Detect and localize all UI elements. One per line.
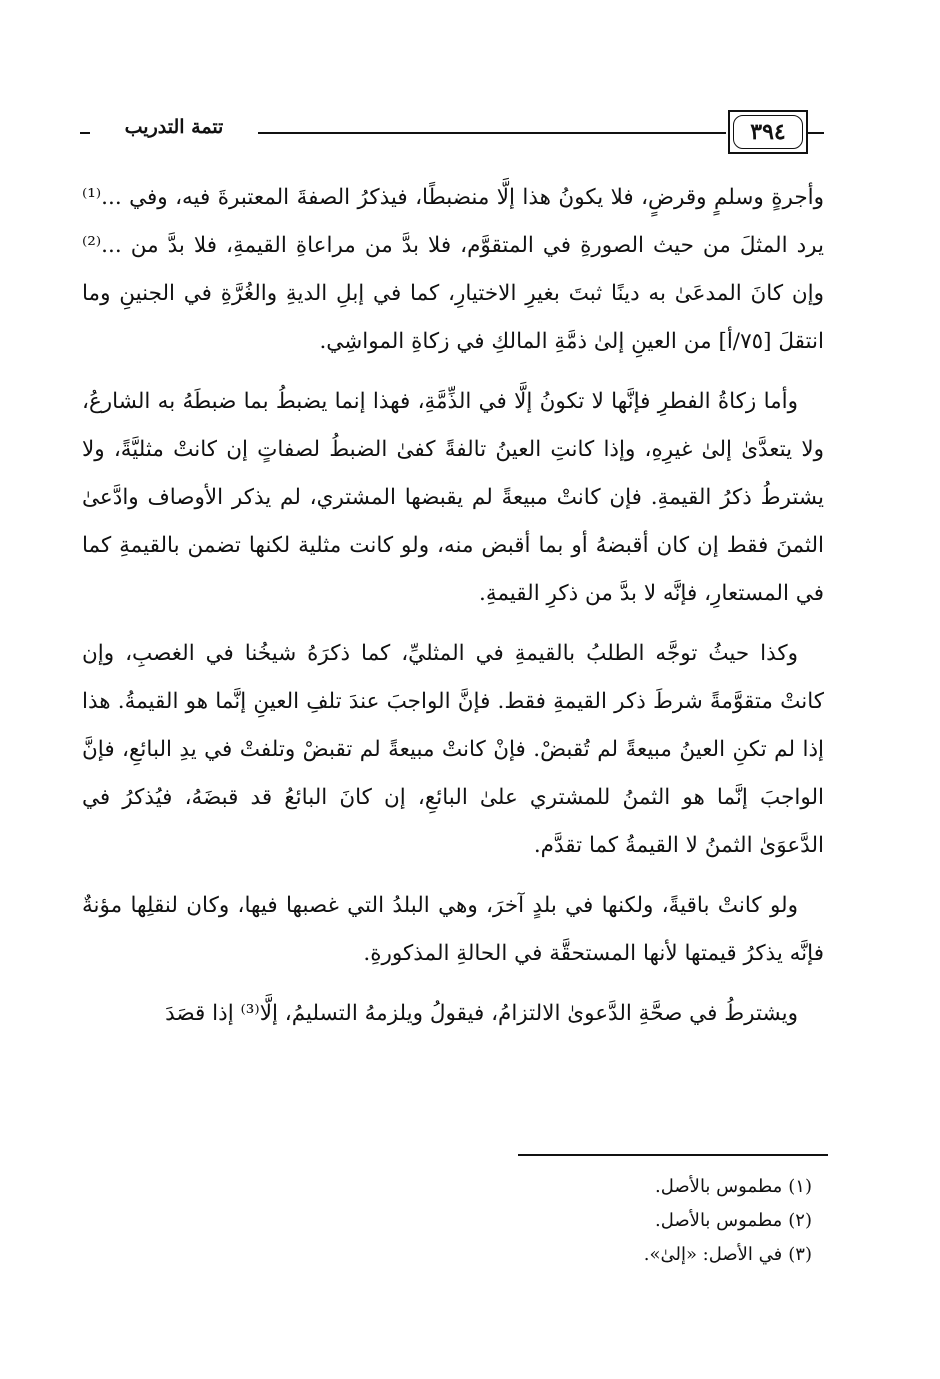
footnote-2-number: (٢) — [788, 1210, 812, 1231]
running-title: تتمة التدريب — [124, 116, 224, 138]
footnote-3-text: في الأصل: «إلىٰ». — [643, 1244, 783, 1265]
header-rule-left — [80, 132, 90, 134]
footnote-1-number: (١) — [788, 1176, 812, 1197]
footnote-separator — [518, 1154, 828, 1156]
header-rule-middle — [258, 132, 726, 134]
footnote-3 — [300, 1238, 812, 1272]
header-rule-right — [808, 132, 824, 134]
footnote-2 — [300, 1204, 812, 1238]
paragraph-3: وكذا حيثُ توجَّه الطلبُ بالقيمةِ في المثليِّ، كما ذكرَهُ شيخُنا في الغصبِ، وإن كانتْ متقوَّمةً شرطَ ذكر القيمةِ فقط. فإنَّ الواجبَ عندَ تلفِ العينِ إنَّما هو القيمةُ. هذا إذا لم تكنِ العينُ مبيعةً لم تُقبضْ. فإنْ كانتْ مبيعةً لم تقبضْ وتلفتْ في يدِ البائعِ، فإنَّ الواجبَ إنَّما هو الثمنُ للمشتري علىٰ البائعِ، إن كانَ البائعُ قد قبضَهُ، فيُذكرُ في الدَّعوَىٰ الثمنُ لا القيمةُ كما تقدَّم. — [82, 641, 824, 858]
paragraph-2: وأما زكاةُ الفطرِ فإنَّها لا تكونُ إلَّا في الذِّمَّةِ، فهذا إنما يضبطُ بما ضبطَهُ به الشارعُ، ولا يتعدَّىٰ إلىٰ غيرِهِ، وإذا كانتِ العينُ تالفةً كفىٰ الضبطُ لصفاتٍ إن كانتْ مثليَّةً، ولا يشترطُ ذكرُ القيمةِ. فإن كانتْ مبيعةً لم يقبضها المشتري، لم يذكر الأوصاف وادَّعىٰ الثمنَ فقط إن كان أقبضهُ أو بما أقبض منه، ولو كانت مثلية لكنها تضمن بالقيمةِ كما في المستعارِ، فإنَّه لا بدَّ من ذكرِ القيمةِ. — [82, 389, 824, 606]
paragraph-1: وأجرةٍ وسلمٍ وقرضٍ، فلا يكونُ هذا إلَّا منضبطًا، فيذكرُ الصفةَ المعتبرةَ فيه، وفي ...⁽¹⁾ يرد المثلَ من حيث الصورةِ في المتقوَّم، فلا بدَّ من مراعاةِ القيمةِ، فلا بدَّ من ...⁽²⁾ وإن كانَ المدعَىٰ به دينًا ثبتَ بغيرِ الاختيارِ، كما في إبلِ الديةِ والغُرَّةِ في الجنينِ وما انتقلَ [٧٥/أ] من العينِ إلىٰ ذمَّةِ المالكِ في زكاةِ المواشِي. — [82, 185, 824, 354]
footnote-1-text: مطموس بالأصل. — [655, 1176, 783, 1197]
page-number: ٣٩٤ — [733, 115, 803, 149]
footnote-1 — [300, 1170, 812, 1204]
main-text — [82, 174, 824, 1050]
footnotes — [300, 1170, 812, 1272]
footnote-3-number: (٣) — [788, 1244, 812, 1265]
paragraph-4: ولو كانتْ باقيةً، ولكنها في بلدٍ آخرَ، وهي البلدُ التي غصبها فيها، وكان لنقلِها مؤنةٌ فإنَّه يذكرُ قيمتها لأنها المستحقَّة في الحالةِ المذكورةِ. — [82, 893, 824, 966]
page-number-frame — [728, 110, 808, 154]
footnote-2-text: مطموس بالأصل. — [655, 1210, 783, 1231]
paragraph-5: ويشترطُ في صحَّةِ الدَّعوىٰ الالتزامُ، فيقولُ ويلزمهُ التسليمُ، إلَّا⁽³⁾ إذا قصَدَ — [165, 1001, 798, 1026]
page-header — [80, 108, 825, 162]
